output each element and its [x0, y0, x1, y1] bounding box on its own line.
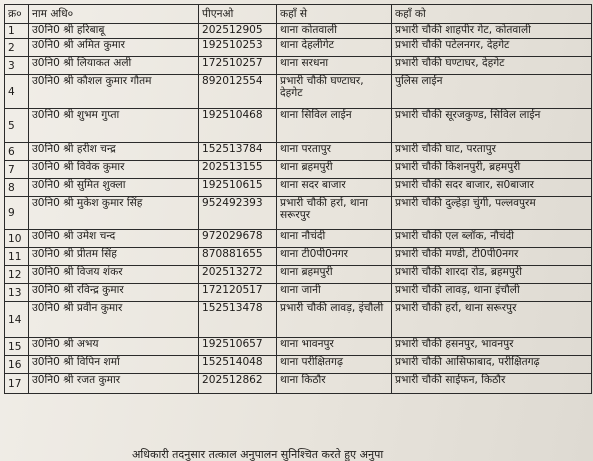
pno-cell: 202512862 — [199, 374, 277, 394]
pno-cell: 892012554 — [199, 75, 277, 109]
to-cell: प्रभारी चौकी एल ब्लॉक, नौचंदी — [392, 230, 592, 248]
pno-cell: 202513155 — [199, 161, 277, 179]
serial-cell: 15 — [5, 338, 29, 356]
name-cell: उ0नि0 श्री शुभम गुप्ता — [29, 109, 199, 143]
from-cell: थाना ब्रहमपुरी — [277, 266, 392, 284]
from-cell: थाना सरधना — [277, 57, 392, 75]
from-cell: थाना सिविल लाईन — [277, 109, 392, 143]
serial-cell: 6 — [5, 143, 29, 161]
from-cell: थाना किठौर — [277, 374, 392, 394]
table-row — [5, 179, 592, 197]
serial-cell: 13 — [5, 284, 29, 302]
pno-cell: 172510257 — [199, 57, 277, 75]
name-cell: उ0नि0 श्री रविन्द्र कुमार — [29, 284, 199, 302]
from-cell: थाना कोतवाली — [277, 24, 392, 39]
name-cell: उ0नि0 श्री विवेक कुमार — [29, 161, 199, 179]
header-pno: पीएनओ — [199, 5, 277, 24]
to-cell: प्रभारी चौकी पटेलनगर, देहगेट — [392, 39, 592, 57]
name-cell: उ0नि0 श्री प्रीतम सिंह — [29, 248, 199, 266]
header-from: कहाँ से — [277, 5, 392, 24]
to-cell: प्रभारी चौकी हर्रा, थाना सरूरपुर — [392, 302, 592, 338]
table-row — [5, 302, 592, 338]
name-cell: उ0नि0 श्री प्रवीन कुमार — [29, 302, 199, 338]
pno-cell: 152514048 — [199, 356, 277, 374]
pno-cell: 192510253 — [199, 39, 277, 57]
to-cell: प्रभारी चौकी शारदा रोड, ब्रहमपुरी — [392, 266, 592, 284]
serial-cell: 5 — [5, 109, 29, 143]
pno-cell: 972029678 — [199, 230, 277, 248]
name-cell: उ0नि0 श्री लियाकत अली — [29, 57, 199, 75]
to-cell: प्रभारी चौकी मण्डी, टी0पी0नगर — [392, 248, 592, 266]
from-cell: प्रभारी चौकी घण्टाघर, देहगेट — [277, 75, 392, 109]
serial-cell: 3 — [5, 57, 29, 75]
name-cell: उ0नि0 श्री अभय — [29, 338, 199, 356]
table-row — [5, 24, 592, 39]
footer-text: अधिकारी तदनुसार तत्काल अनुपालन सुनिश्चित करते हुए अनुपा — [132, 448, 384, 461]
pno-cell: 192510657 — [199, 338, 277, 356]
name-cell: उ0नि0 श्री हरीश चन्द्र — [29, 143, 199, 161]
table-row — [5, 374, 592, 394]
serial-cell: 7 — [5, 161, 29, 179]
table-row — [5, 75, 592, 109]
name-cell: उ0नि0 श्री मुकेश कुमार सिंह — [29, 197, 199, 230]
name-cell: उ0नि0 श्री कौशल कुमार गौतम — [29, 75, 199, 109]
from-cell: थाना जानी — [277, 284, 392, 302]
serial-cell: 9 — [5, 197, 29, 230]
serial-cell: 16 — [5, 356, 29, 374]
from-cell: प्रभारी चौकी लावड़, इंचौली — [277, 302, 392, 338]
name-cell: उ0नि0 श्री अमित कुमार — [29, 39, 199, 57]
name-cell: उ0नि0 श्री रजत कुमार — [29, 374, 199, 394]
header-to: कहाँ को — [392, 5, 592, 24]
name-cell: उ0नि0 श्री विपिन शर्मा — [29, 356, 199, 374]
from-cell: थाना ब्रहमपुरी — [277, 161, 392, 179]
table-row — [5, 266, 592, 284]
table-header-row — [5, 5, 592, 24]
name-cell: उ0नि0 श्री उमेश चन्द — [29, 230, 199, 248]
to-cell: प्रभारी चौकी हसनपुर, भावनपुर — [392, 338, 592, 356]
pno-cell: 192510468 — [199, 109, 277, 143]
to-cell: प्रभारी चौकी घण्टाघर, देहगेट — [392, 57, 592, 75]
pno-cell: 152513784 — [199, 143, 277, 161]
name-cell: उ0नि0 श्री सुमित शुक्ला — [29, 179, 199, 197]
from-cell: प्रभारी चौकी हर्रा, थाना सरूरपुर — [277, 197, 392, 230]
serial-cell: 2 — [5, 39, 29, 57]
to-cell: प्रभारी चौकी आसिफाबाद, परीक्षितगढ़ — [392, 356, 592, 374]
to-cell: प्रभारी चौकी किशनपुरी, ब्रहमपुरी — [392, 161, 592, 179]
table-row — [5, 143, 592, 161]
table-row — [5, 197, 592, 230]
to-cell: प्रभारी चौकी घाट, परतापुर — [392, 143, 592, 161]
pno-cell: 870881655 — [199, 248, 277, 266]
serial-cell: 17 — [5, 374, 29, 394]
footer-cutoff — [4, 445, 132, 461]
table-row — [5, 248, 592, 266]
name-cell: उ0नि0 श्री हरिबाबू — [29, 24, 199, 39]
table-row — [5, 230, 592, 248]
table-row — [5, 338, 592, 356]
table-row — [5, 57, 592, 75]
header-serial: क्र० — [5, 5, 29, 24]
table-row — [5, 161, 592, 179]
table-row — [5, 39, 592, 57]
serial-cell: 14 — [5, 302, 29, 338]
pno-cell: 172120517 — [199, 284, 277, 302]
from-cell: थाना नौचंदी — [277, 230, 392, 248]
to-cell: प्रभारी चौकी साईफन, किठौर — [392, 374, 592, 394]
transfer-table — [4, 4, 592, 394]
to-cell: प्रभारी चौकी सूरजकुण्ड, सिविल लाईन — [392, 109, 592, 143]
table-row — [5, 109, 592, 143]
pno-cell: 952492393 — [199, 197, 277, 230]
pno-cell: 152513478 — [199, 302, 277, 338]
header-name: नाम अधि० — [29, 5, 199, 24]
pno-cell: 202513272 — [199, 266, 277, 284]
from-cell: थाना टी0पी0नगर — [277, 248, 392, 266]
from-cell: थाना परीक्षितगढ़ — [277, 356, 392, 374]
to-cell: प्रभारी चौकी दुल्हेड़ा चुंगी, पल्लवपुरम — [392, 197, 592, 230]
from-cell: थाना भावनपुर — [277, 338, 392, 356]
to-cell: प्रभारी चौकी शाहपीर गेट, कोतवाली — [392, 24, 592, 39]
from-cell: थाना परतापुर — [277, 143, 392, 161]
from-cell: थाना देहलीगेट — [277, 39, 392, 57]
to-cell: प्रभारी चौकी लावड़, थाना इंचौली — [392, 284, 592, 302]
table-row — [5, 284, 592, 302]
serial-cell: 4 — [5, 75, 29, 109]
serial-cell: 11 — [5, 248, 29, 266]
serial-cell: 12 — [5, 266, 29, 284]
serial-cell: 1 — [5, 24, 29, 39]
pno-cell: 202512905 — [199, 24, 277, 39]
to-cell: पुलिस लाईन — [392, 75, 592, 109]
serial-cell: 10 — [5, 230, 29, 248]
to-cell: प्रभारी चौकी सदर बाजार, स0बाजार — [392, 179, 592, 197]
table-row — [5, 356, 592, 374]
name-cell: उ0नि0 श्री विजय शंकर — [29, 266, 199, 284]
from-cell: थाना सदर बाजार — [277, 179, 392, 197]
pno-cell: 192510615 — [199, 179, 277, 197]
serial-cell: 8 — [5, 179, 29, 197]
